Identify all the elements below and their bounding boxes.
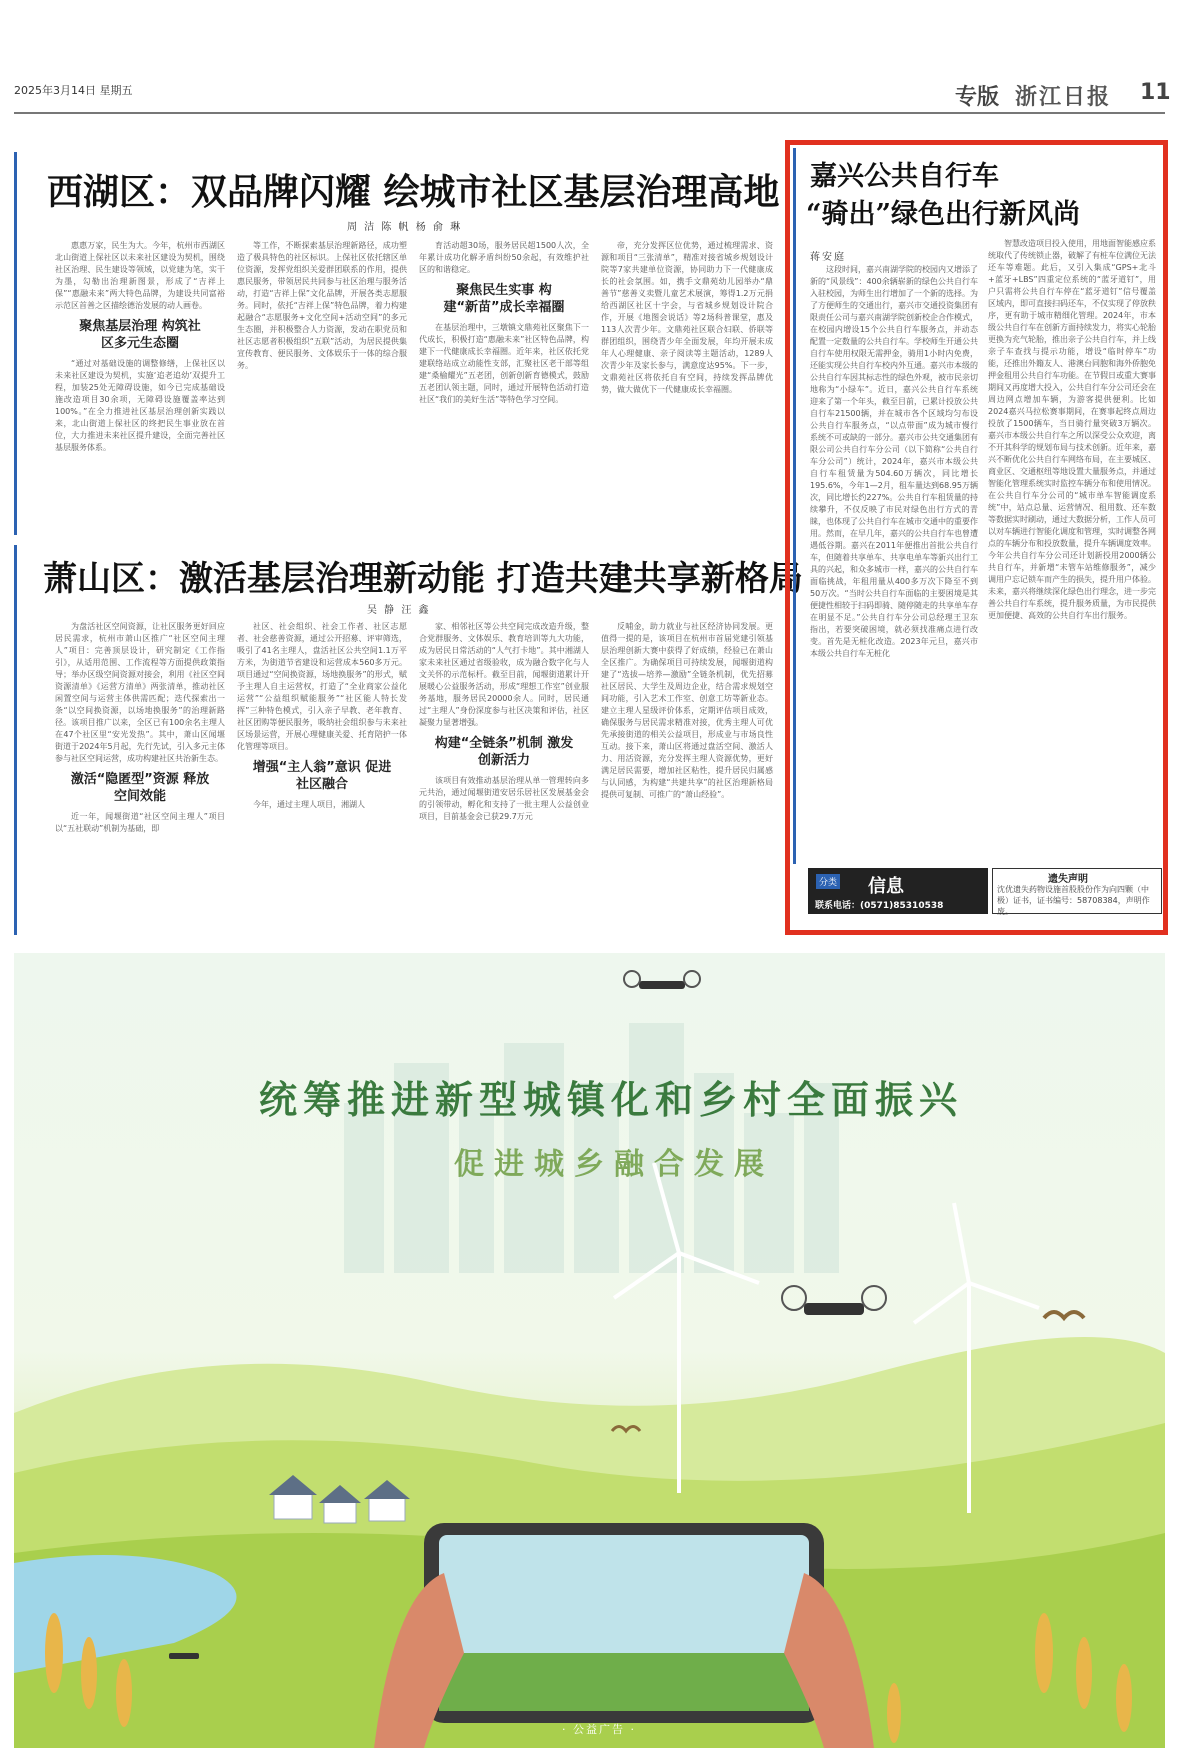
- classified-phone: 联系电话：(0571)85310538: [815, 901, 944, 911]
- page-number: 11: [1140, 80, 1171, 105]
- article-jiaxing: [793, 148, 1163, 864]
- article-xihu-subhead-1: 聚焦基层治理 构筑社区多元生态圈: [79, 319, 201, 351]
- lost-notice-title: 遗失声明: [1048, 874, 1088, 885]
- paragraph: 为盘活社区空间资源，让社区服务更好回应居民需求，杭州市萧山区推广“社区空间主理人”项目：完善顶层设计，研究制定《工作指引》，从适用范围、工作流程等方面提供政策指导；举办区级空间资源对接会，利用《社区空间资源清单》《运营方清单》两张清单，推动社区闲置空间与运营主体供需匹配；迭代探索出一条“以空间换资源，以场地换服务”的治理新路径。该项目推广以来，全区已有100余名主理人在47个社区里“安光发热”。其中，萧山区闻堰街道于2024年5月起，先行先试，引入多元主体参与社区空间运营，成功构建社区共治新生态。: [55, 622, 225, 763]
- article-xiaoshan-subhead-2: 增强“主人翁”意识 促进社区融合: [252, 760, 392, 792]
- article-xiaoshan-headline: 萧山区：激活基层治理新动能 打造共建共享新格局: [43, 559, 803, 599]
- paragraph: 在基层治理中，三墩镇文鼎苑社区聚焦下一代成长，积极打造“惠融未来”社区特色品牌，构建下一代健康成长幸福圈。近年来，社区依托党建联络站成立动能性支部，汇聚社区老干部等组建“桑榆耀光”五老团，创新创新育德模式，鼓励五老团认领主题，同时，通过开展特色活动打造社区“我们的美好生活”等特色学习空间。: [419, 323, 589, 404]
- poster-subtitle: 促进城乡融合发展: [454, 1147, 774, 1182]
- bird-icon: [1044, 1312, 1084, 1318]
- article-xihu-byline: 周 洁 陈 帆 杨 俞 琳: [347, 222, 463, 233]
- paragraph: 近一年，闻堰街道“社区空间主理人”项目以“五社联动”机制为基础，即: [55, 812, 225, 833]
- paper-name: 浙江日报: [1015, 85, 1112, 110]
- article-jiaxing-byline: 蒋安庭: [810, 252, 846, 263]
- paragraph: 反哺金，助力就业与社区经济协同发展。更值得一提的是，该项目在杭州市首届党建引领基层治理创新大赛中获得了好成绩，经验已在萧山全区推广。为确保项目可持续发展，闻堰街道构建了“选拔—培养—激励”全链条机制，优先招募社区居民、大学生及周边企业，结合需求规划空间功能，引入艺术工作室、创意工坊等新业态。建立主理人星级评价体系，定期评估项目成效，确保服务与居民需求精准对接，优秀主理人可优先承接街道的相关公益项目，形成业与市场良性互动。接下来，萧山区将通过盘活空间、激活人力、用活资源，充分发挥主理人资源优势，更好满足居民需要，增加社区粘性，提升居民归属感与认同感，为构建“共建共享”的社区治理新格局提供可复制、可推广的“萧山经验”。: [601, 622, 773, 799]
- article-xiaoshan-subhead-3: 构建“全链条”机制 激发创新活力: [434, 736, 574, 768]
- classified-badge: 分类: [816, 874, 840, 889]
- paragraph: 等工作，不断探索基层治理新路径，成功塑造了极具特色的社区标识。上保社区依托辖区单位资源，发挥党组织关爱群团联系的作用，提供惠民服务，带领居民共同参与社区治理与服务活动，打造“吉祥上保”文化品牌，开展各类志愿服务。同时，依托“吉祥上保”特色品牌，着力构建起融合“志愿服务+文化空间+活动空间”的多元生态圈，并积极整合人力资源，发动在职党员和社区志愿者积极组织“五联”活动，为居民提供集宣传教育、便民服务、文体娱乐于一体的综合服务。: [237, 241, 407, 370]
- paragraph: 帝，充分发挥区位优势，通过梳理需求、资源和项目“三张清单”，精准对接省城乡规划设计院等7家共建单位资源，协同助力下一代健康成长的社会氛围。如，携手文鼎苑幼儿园举办“鼎善节”慈善义卖暨儿童艺术展演，筹得1.2万元捐给西湖区社区十字会，与省城乡规划设计院合作，开展《地图会说话》等2场科普课堂，惠及113人次青少年。文鼎苑社区联合妇联、侨联等群团组织，围绕青少年全面发展，年均开展未成年人心理健康、亲子阅读等主题活动，1289人次青少年及家长参与，满意度达95%。下一步，文鼎苑社区将依托自有空间，持续发挥品牌优势，做大做优下一代健康成长幸福圈。: [601, 241, 773, 394]
- paragraph: “通过对基础设施的调整修缮，上保社区以未来社区建设为契机，实施‘追老追幼’双提升工程，加装25处无障碍设施，如今已完成基础设施改造项目30余项，无障碍设施覆盖率达到100%。”在全力推进社区基层治理创新实践以来，北山街道上保社区的终把民生事业放在首位，大力推进未来社区提升建设，全面完善社区基层服务体系。: [55, 359, 225, 452]
- article-xihu-col-1: [55, 240, 225, 528]
- issue-date: 2025年3月14日 星期五: [14, 84, 133, 97]
- classified-label: 信息: [868, 876, 904, 897]
- article-xiaoshan-col-2: [237, 621, 407, 929]
- paragraph: 这段时间，嘉兴南湖学院的校园内又增添了新的“风景线”：400余辆崭新的绿色公共自行车入驻校园，为师生出行增加了一个新的选择。为了方便师生的交通出行，嘉兴市交通投资集团有限责任公司与嘉兴南湖学院创新校企合作模式，在校园内增设15个公共自行车服务点，并动态配置一定数量的公共自行车。学校师生开通公共自行车使用权限无需押金，骑用1小时内免费，还能实现公共自行车校内外互通。嘉兴市本级的公共自行车因其标志性的绿色外观，被市民亲切地称为“小绿车”。近日，嘉兴公共自行车系统迎来了第一个年头，截至目前，已累计投放公共自行车21500辆，并在城市各个区域均匀布设公共自行车服务点，“以点带面”成为城市慢行系统不可或缺的一部分。嘉兴市公共交通集团有限公司公共自行车分公司（以下简称“公共自行车分公司”）统计，2024年，嘉兴市本级公共自行车租赁量为504.60万辆次，同比增长195.6%，今年1—2月，租车量达到68.95万辆次，同比增长约227%。公共自行车租赁量的持续攀升，不仅反映了市民对绿色出行方式的青睐，也体现了公共自行车在城市交通中的重要作用。然而，在早几年，嘉兴的公共自行车也曾遭遇低谷期。嘉兴在2011年便推出首批公共自行车，但随着共享单车、共享电单车等新兴出行工具的兴起，和众多城市一样，嘉兴的公共自行车面临挑战，年租用量从400多万次下降至不到50万次。“当时公共自行车面临的主要困境是其便捷性相较于扫码即骑、随停随走的共享单车存在明显不足。”公共自行车分公司总经理王卫东指出，若要突破困境，就必须找准痛点进行改变。首先是无桩化改造。2023年元旦，嘉兴市本级公共自行车无桩化: [810, 265, 978, 658]
- article-xihu-col-4: [601, 240, 773, 528]
- paragraph: 家、相邻社区等公共空间完成改造升级，整合党群服务、文体娱乐、教育培训等九大功能，成为居民日常活动的“人气打卡地”。其中湘湖人家未来社区通过省级验收，成为融合数字化与人文关怀的示范标杆。截至目前，闻堰街道累计开展暖心公益服务活动，形成“理想工作室”创业服务基地，服务居民20000余人。同时，居民通过“主理人”身份深度参与社区决策和评估，社区凝聚力显著增强。: [419, 622, 589, 727]
- phone-in-hands-illustration: [374, 1523, 874, 1748]
- article-jiaxing-headline-line-1: 嘉兴公共自行车: [810, 161, 999, 192]
- public-service-poster: [14, 953, 1165, 1748]
- article-jiaxing-col-2: [988, 238, 1156, 860]
- section-name: 专版: [955, 85, 1000, 110]
- article-xihu-col-3: [419, 240, 589, 528]
- article-xihu-headline: 西湖区：双品牌闪耀 绘城市社区基层治理高地: [47, 171, 780, 213]
- header-rule: [14, 112, 1165, 114]
- article-xiaoshan: [14, 545, 803, 935]
- lost-notice-body: 沈优遗失药物设施首股股份作为向四颗（中极）证书，证书编号：58708384，声明作废。: [997, 885, 1150, 916]
- poster-footer-label: · 公益广告 ·: [562, 1723, 636, 1736]
- paragraph: 今年，通过主理人项目，湘湖人: [253, 800, 365, 809]
- article-xiaoshan-subhead-1: 激活“隐匿型”资源 释放空间效能: [70, 772, 210, 804]
- article-xiaoshan-col-1: [55, 621, 225, 929]
- article-xihu: [14, 152, 779, 535]
- paragraph: 该项目有效推动基层治理从单一管理转向多元共治，通过闻堰街道安居乐居社区发展基金会的引领带动，孵化和支持了一批主理人公益创业项目，目前基金会已获29.7万元: [419, 776, 589, 821]
- paragraph: 育活动超30场，服务居民超1500人次，全年累计成功化解矛盾纠纷50余起，有效维护社区的和谐稳定。: [419, 241, 589, 274]
- paragraph: 惠惠万家，民生为大。今年，杭州市西湖区北山街道上保社区以未来社区建设为契机，围绕社区治理、民生建设等领域，以党建为笔，实干为墨，勾勒出治理新图景，形成了“吉祥上保”“惠融未来”两大特色品牌，为建设共同富裕示范区首善之区描绘德治发展的动人画卷。: [55, 241, 225, 310]
- article-jiaxing-headline-line-2: “骑出”绿色出行新风尚: [806, 199, 1081, 230]
- article-xiaoshan-byline: 吴 静 汪 鑫: [367, 605, 431, 616]
- poster-title: 统筹推进新型城镇化和乡村全面振兴: [259, 1077, 964, 1122]
- paragraph: 社区、社会组织、社会工作者、社区志愿者、社会慈善资源，通过公开招募、评审筛选，吸引了41名主理人，盘活社区公共空间1.1万平方米，为街道节省建设和运营成本560多万元。项目通过“空间换资源，场地换服务”的形式，赋予主理人自主运营权，打造了“全业商家公益化运营”“公益组织赋能服务”“社区能人特长发挥”三种特色模式，引入亲子早教、老年教育、社区团购等便民服务，吸纳社会组织参与未来社区场景运营，开展心理健康关爱、托育陪护一体化管理等项目。: [237, 622, 407, 751]
- paragraph: 智慧改造项目投入使用，用地面智能感应系统取代了传统锁止器，破解了有桩车位满位无法还车等难题。此后，又引入集成“GPS+北斗+蓝牙+LBS”四重定位系统的“蓝牙道钉”，用户只需将公共自行车停在“蓝牙道钉”信号覆盖区域内，即可直接扫码还车，不仅实现了停放秩序，更有助于城市精细化管理。2024年，市本级公共自行车在创新方面持续发力，将实心轮胎更换为充气轮胎，推出亲子公共自行车，并上线亲子车查找与提示功能，增设“临时停车”功能，还推出外籍友人、港澳台同胞和海外侨胞免押金租用公共自行车功能。在节假日或重大赛事期间又再度增大投入，公共自行车分公司还会在周边网点增加车辆，为游客提供便利。比如2024嘉兴马拉松赛事期间，在赛事起终点周边投放了1500辆车，当日骑行量突破3万辆次。嘉兴市本级公共自行车之所以深受公众欢迎，离不开其科学的规划布局与技术创新。近年来，嘉兴不断优化公共自行车网络布局，在主要城区、商业区、交通枢纽等地设置大量服务点，并通过智能化管理系统实时监控车辆分布和使用情况。在公共自行车分公司的“城市单车智能调度系统”中，站点总量、运营情况、租用数、还车数等数据实时刷动，通过大数据分析，工作人员可以对车辆进行智能化调度和管理，实时调整各网点的车辆分布和投放数量，提升车辆调度效率。今年公共自行车分公司还计划新投用2000辆公共自行车，并新增“未管车站维修服务”，减少调用户忘记锁车而产生的损失，提升用户体验。未来，嘉兴将继续深化绿色出行理念，进一步完善公共自行车系统，提升服务质量，为市民提供更加便捷、高效的公共自行车出行服务。: [988, 239, 1156, 620]
- article-xiaoshan-col-4: [601, 621, 773, 929]
- article-xiaoshan-col-3: [419, 621, 589, 929]
- article-xihu-col-2: [237, 240, 407, 528]
- article-jiaxing-col-1: [810, 264, 978, 860]
- article-xihu-subhead-2: 聚焦民生实事 构建“新苗”成长幸福圈: [443, 283, 565, 315]
